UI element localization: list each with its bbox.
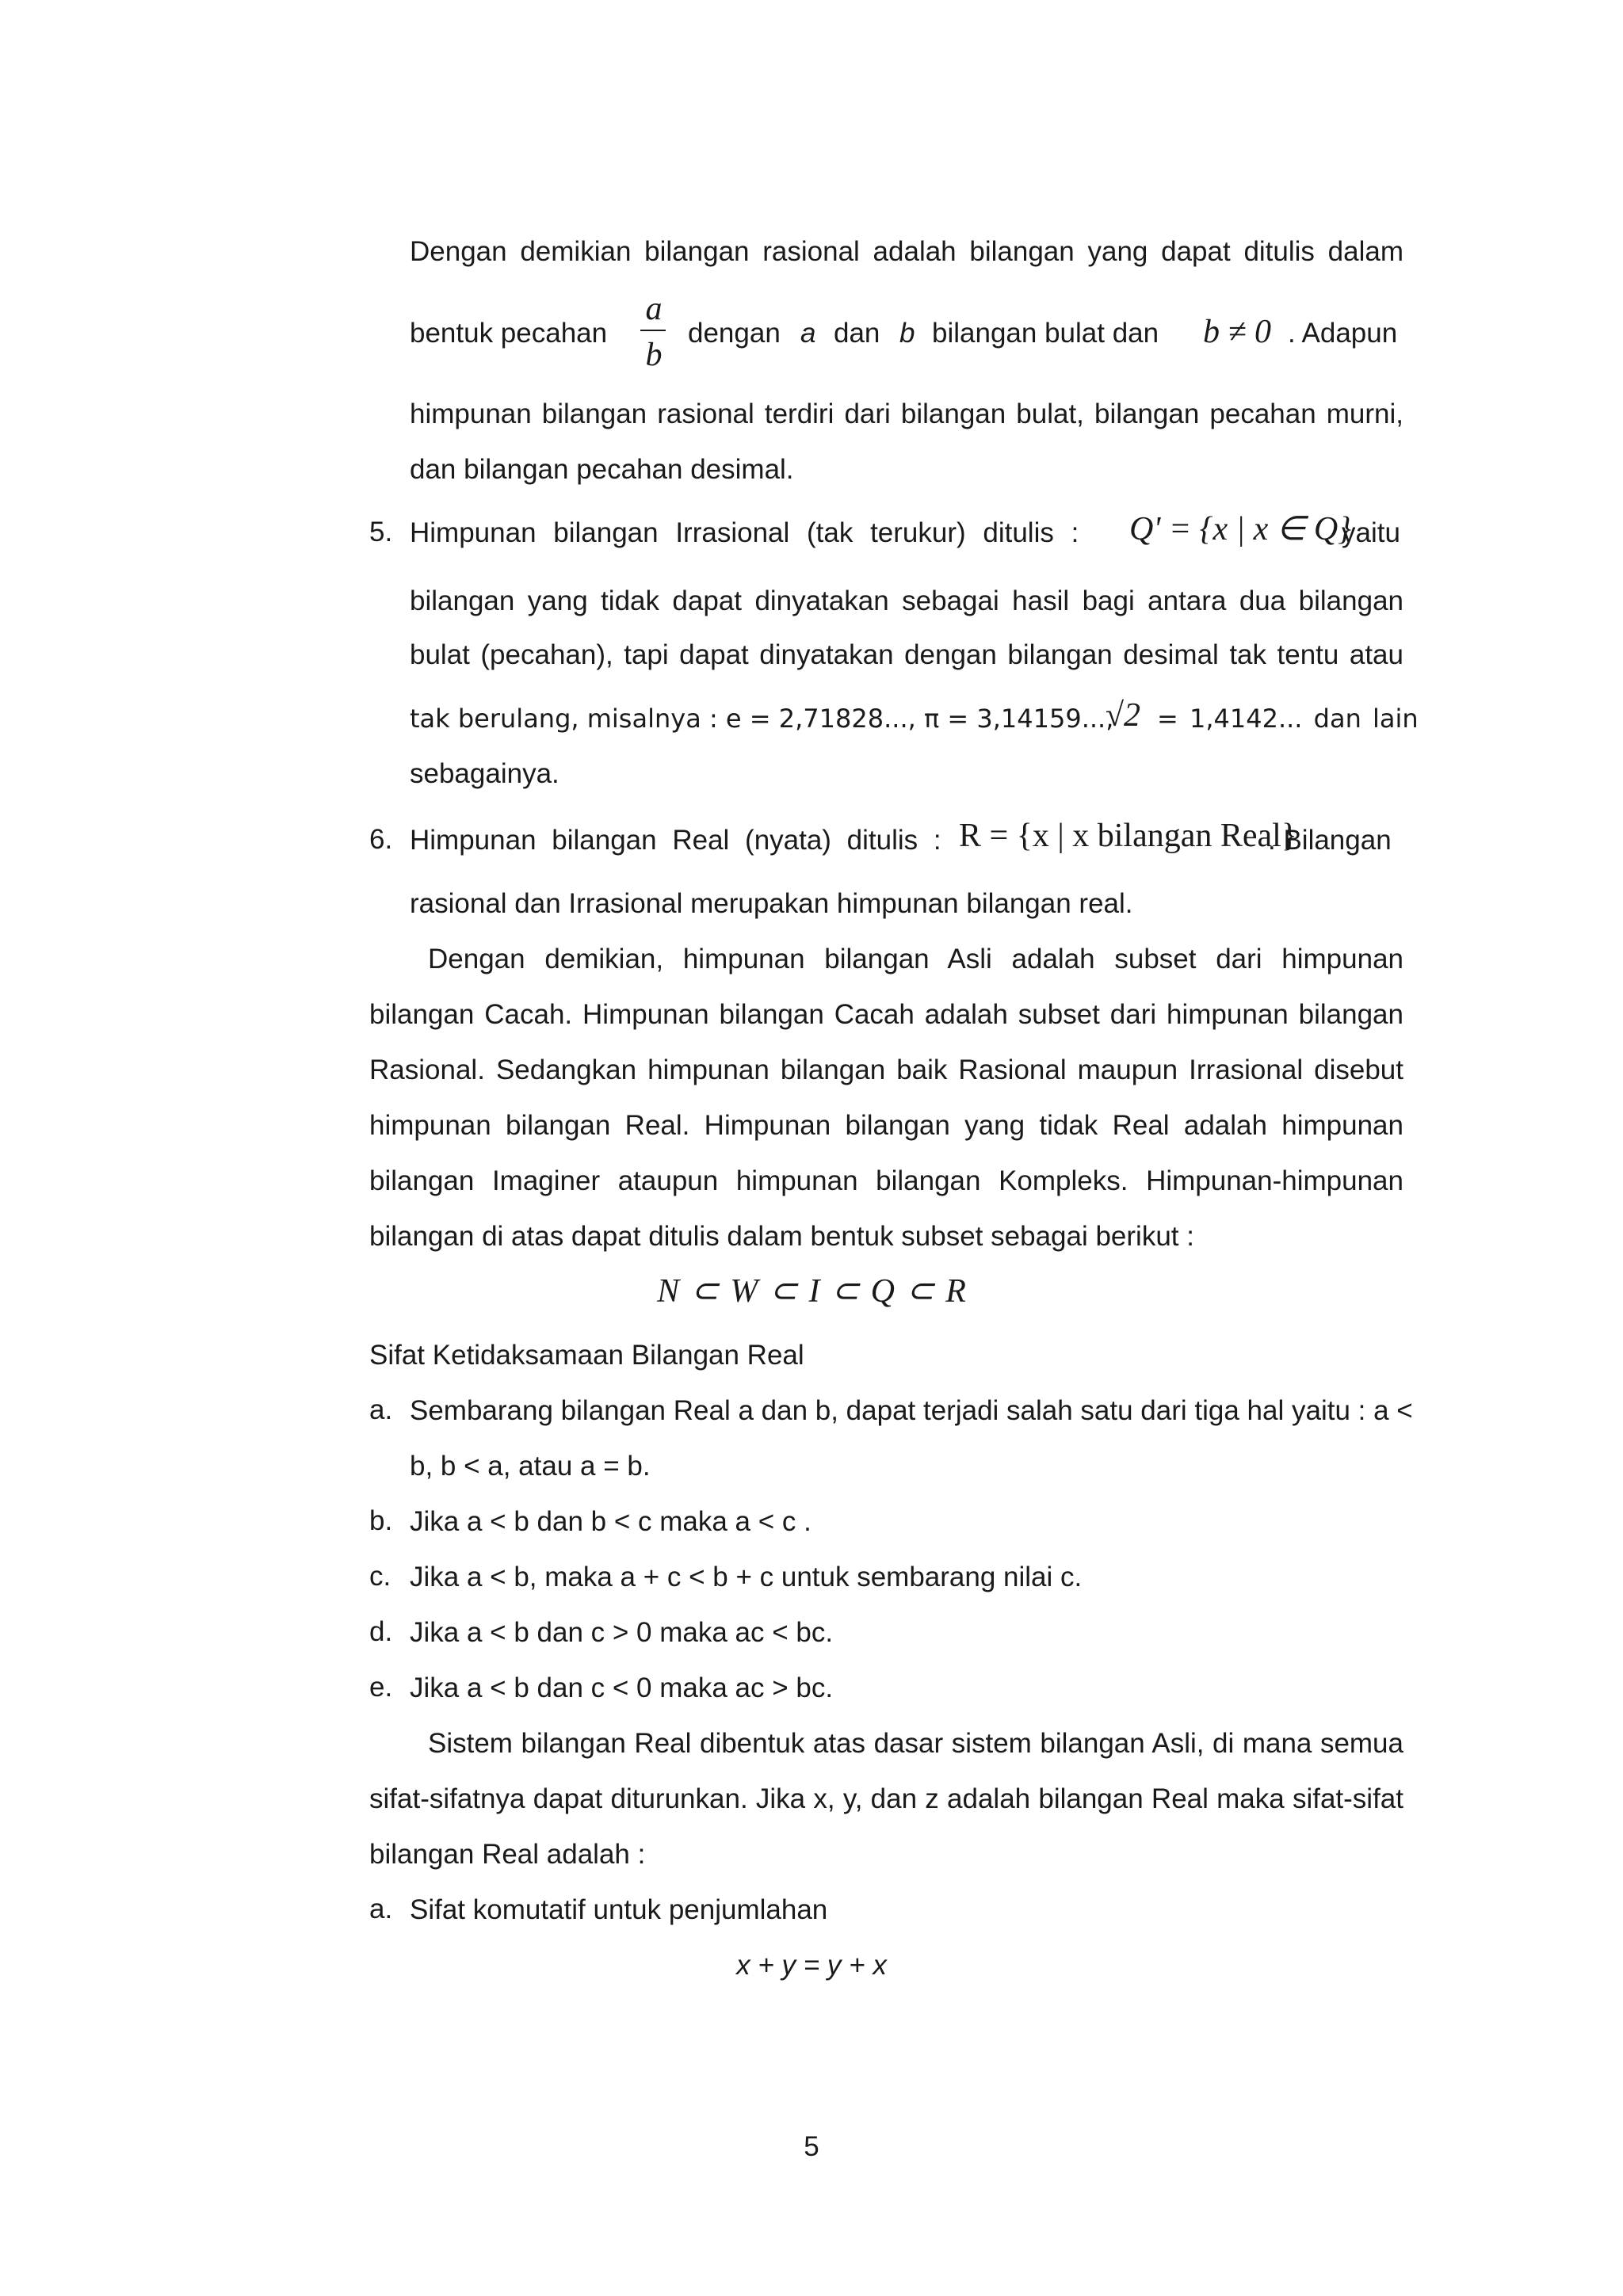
paragraph-line: Dengan demikian, himpunan bilangan Asli adalah subset dari himpunan — [428, 944, 1403, 974]
list-label: a. — [369, 1394, 393, 1425]
commutative-formula: x + y = y + x — [736, 1950, 887, 1981]
paragraph-line: bulat (pecahan), tapi dapat dinyatakan dengan bilangan desimal tak tentu atau — [410, 639, 1403, 670]
list-label: b. — [369, 1505, 393, 1536]
property-c: Jika a < b, maka a + c < b + c untuk sembarang nilai c. — [410, 1562, 1083, 1592]
paragraph-line: Sistem bilangan Real dibentuk atas dasar sistem bilangan Asli, di mana semua — [428, 1728, 1403, 1759]
list-item-text: yaitu — [1342, 517, 1400, 548]
list-number: 5. — [369, 517, 393, 547]
paragraph-line: bilangan di atas dapat ditulis dalam bentuk subset sebagai berikut : — [369, 1221, 1194, 1252]
inequality-formula: b ≠ 0 — [1203, 314, 1272, 350]
paragraph-line: sifat-sifatnya dapat diturunkan. Jika x, y, dan z adalah bilangan Real maka sifat-sifat — [369, 1783, 1403, 1814]
subset-formula: N ⊂ W ⊂ I ⊂ Q ⊂ R — [657, 1273, 966, 1310]
fraction-bar — [640, 330, 666, 331]
paragraph-line: himpunan bilangan rasional terdiri dari bilangan bulat, bilangan pecahan murni, — [410, 399, 1403, 429]
property-a-line2: b, b < a, atau a = b. — [410, 1451, 651, 1482]
paragraph-line-text: bilangan bulat dan — [932, 318, 1159, 349]
list-label: d. — [369, 1616, 393, 1647]
irrational-set-formula: Q' = {x | x ∈ Q} — [1129, 511, 1351, 547]
list-number: 6. — [369, 824, 393, 855]
list-item-text: . Bilangan — [1268, 825, 1392, 856]
list-label: e. — [369, 1672, 393, 1703]
variable-a: a — [800, 318, 816, 349]
section-heading: Sifat Ketidaksamaan Bilangan Real — [369, 1340, 804, 1371]
fraction-denominator: b — [645, 337, 663, 373]
paragraph-line-text: dan — [834, 318, 880, 349]
paragraph-line: Dengan demikian bilangan rasional adalah bilangan yang dapat ditulis dalam — [410, 236, 1403, 267]
paragraph-line: himpunan bilangan Real. Himpunan bilangan yang tidak Real adalah himpunan — [369, 1110, 1403, 1141]
variable-b: b — [899, 318, 915, 349]
paragraph-line: sebagainya. — [410, 758, 559, 789]
paragraph-line: dan bilangan pecahan desimal. — [410, 454, 794, 485]
list-item-text: Himpunan bilangan Real (nyata) ditulis : — [410, 825, 941, 856]
list-label: c. — [369, 1561, 391, 1592]
list-item-text: Himpunan bilangan Irrasional (tak terukur) ditulis : — [410, 517, 1079, 548]
paragraph-line: bilangan Cacah. Himpunan bilangan Cacah adalah subset dari himpunan bilangan — [369, 999, 1403, 1030]
property-a-line1: Sembarang bilangan Real a dan b, dapat terjadi salah satu dari tiga hal yaitu : a < — [410, 1395, 1413, 1426]
real-set-formula: R = {x | x bilangan Real} — [959, 818, 1298, 854]
paragraph-line-text: . Adapun — [1288, 318, 1398, 349]
paragraph-line: bilangan Imaginer ataupun himpunan bilangan Kompleks. Himpunan-himpunan — [369, 1165, 1403, 1196]
paragraph-line-text: dengan — [688, 318, 781, 349]
paragraph-line: bilangan yang tidak dapat dinyatakan sebagai hasil bagi antara dua bilangan — [410, 585, 1403, 616]
fraction-numerator: a — [645, 291, 663, 327]
paragraph-line: = 1,4142... dan lain — [1157, 704, 1419, 734]
paragraph-line: tak berulang, misalnya : e = 2,71828..., π = 3,14159..., — [410, 704, 1114, 734]
paragraph-line: bilangan Real adalah : — [369, 1839, 646, 1870]
paragraph-line: Rasional. Sedangkan himpunan bilangan baik Rasional maupun Irrasional disebut — [369, 1055, 1403, 1085]
property-b: Jika a < b dan b < c maka a < c . — [410, 1506, 812, 1537]
list-label: a. — [369, 1894, 393, 1924]
property-e: Jika a < b dan c < 0 maka ac > bc. — [410, 1672, 834, 1703]
property-d: Jika a < b dan c > 0 maka ac < bc. — [410, 1617, 834, 1648]
sqrt-two: √2 — [1106, 697, 1141, 734]
commutative-heading: Sifat komutatif untuk penjumlahan — [410, 1894, 828, 1925]
paragraph-line: rasional dan Irrasional merupakan himpunan bilangan real. — [410, 888, 1133, 919]
page-number: 5 — [804, 2131, 819, 2162]
paragraph-line-text: bentuk pecahan — [410, 318, 608, 349]
